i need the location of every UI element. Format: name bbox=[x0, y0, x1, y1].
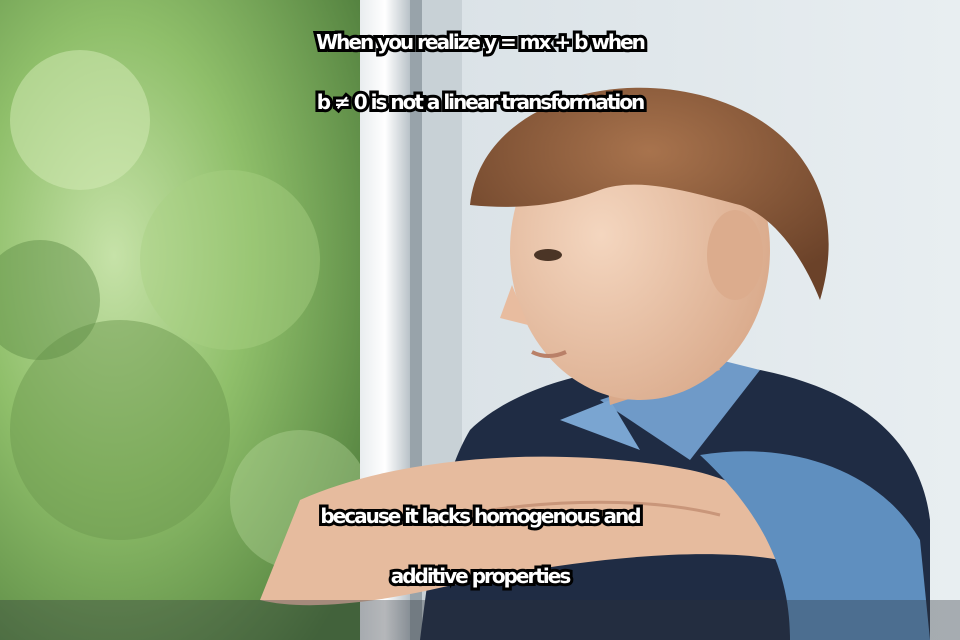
window-sill bbox=[0, 600, 960, 640]
top-caption bbox=[0, 12, 960, 132]
top-caption-line-2: b ≠ 0 is not a linear transformation bbox=[316, 90, 644, 114]
top-caption-line-1: When you realize y = mx + b when bbox=[316, 30, 644, 54]
bottom-caption bbox=[0, 486, 960, 606]
bottom-caption-line-1: because it lacks homogenous and bbox=[320, 504, 640, 528]
bottom-caption-line-2: additive properties bbox=[390, 564, 570, 588]
